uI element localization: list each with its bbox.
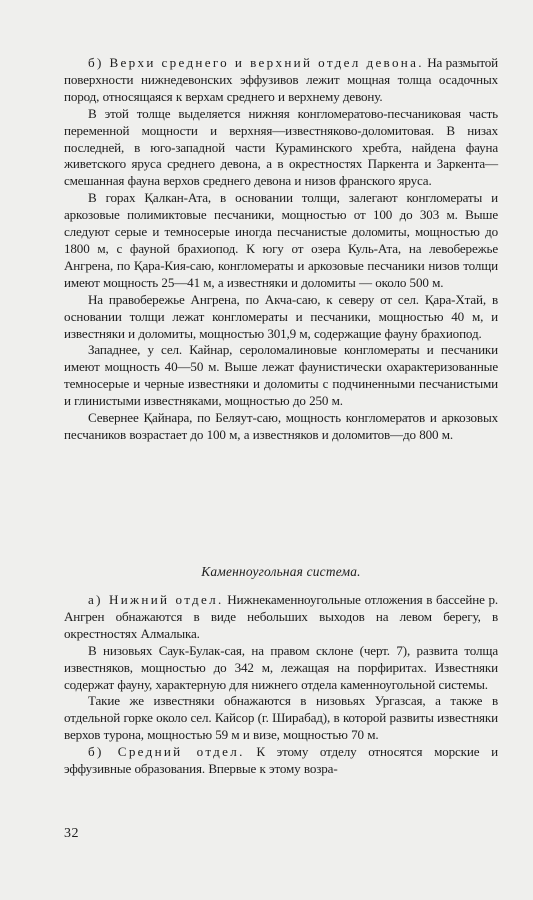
paragraph: Севернее Қайнара, по Беляут-саю, мощность конгломератов и аркозовых песчаников возрастает до 100 м, а известняков и доломитов—до 800 м. — [64, 410, 498, 442]
carboniferous-text-block — [64, 592, 498, 778]
section-title: Каменноугольная система. — [201, 564, 361, 579]
devonian-text-block — [64, 55, 498, 444]
paragraph — [64, 55, 498, 106]
subsection-heading: а) Нижний отдел. — [88, 592, 224, 607]
paragraph-text: К этому отделу относятся морские и эффузивные образования. Впервые к этому возра- — [64, 744, 498, 777]
paragraph-text: Нижнекаменноугольные отложения в бассейне р. Ангрен обнажаются в виде небольших выходов на левом берегу, в окрестностях Алмалыка. — [64, 592, 499, 641]
subsection-heading: б) Средний отдел. — [88, 744, 245, 760]
page-number: 32 — [64, 826, 79, 841]
paragraph: В горах Қалкан-Ата, в основании толщи, залегают конгломераты и аркозовые полимиктовые песчаники, мощностью от 100 до 303 м. Выше следуют серые и темносерые иногда песчанистые доломиты, мощностью до 1800 м, с фауной брахиопод. К югу от озера Куль-Ата, на левобережье Ангрена, по Қара-Кия-саю, конгломераты и аркозовые песчаники низов толщи имеют мощность 25—41 м, а известняки и доломиты — около 500 м. — [64, 190, 498, 290]
paragraph: Такие же известняки обнажаются в низовьях Ургазсая, а также в отдельной горке около сел. Кайсор (г. Ширабад), в которой развиты известняки верхов турона, мощностью 59 м и визе, мощностью 70 м. — [64, 693, 498, 743]
paragraph — [64, 592, 498, 643]
paragraph: В низовьях Саук-Булак-сая, на правом склоне (черт. 7), развита толща известняков, мощностью до 342 м, лежащая на порфиритах. Известняки содержат фауну, характерную для нижнего отдела каменноугольной системы. — [64, 642, 498, 692]
paragraph: В этой толще выделяется нижняя конгломератово-песчаниковая часть переменной мощности и верхняя—известняково-доломитовая. В низах последней, в юго-западной части Кураминского хребта, найдена фауна живетского яруса среднего девона, а в окрестностях Паркента и Заркента—смешанная фауна верхов среднего девона и низов франского яруса. — [64, 105, 498, 189]
subsection-heading: б) Верхи среднего и верхний отдел девона. — [88, 55, 424, 70]
paragraph: На правобережье Ангрена, по Акча-саю, к северу от сел. Қара-Хтай, в основании толщи лежат конгломераты и песчаники, мощностью 40 м, и известняки и доломиты, мощностью 301,9 м, содержащие фауну брахиопод. — [64, 291, 498, 341]
paragraph: Западнее, у сел. Кайнар, сероломалиновые конгломераты и песчаники имеют мощность 40—50 м. Выше лежат фаунистически охарактеризованные темносерые и черные известняки и доломиты с подчиненными песчанистыми и глинистыми известняками, мощностью до 250 м. — [64, 342, 498, 409]
paragraph-text: На размытой поверхности нижнедевонских эффузивов лежит мощная толща осадочных пород, относящаяся к верхам среднего и верхнему девону. — [64, 55, 498, 104]
paragraph — [64, 744, 498, 778]
